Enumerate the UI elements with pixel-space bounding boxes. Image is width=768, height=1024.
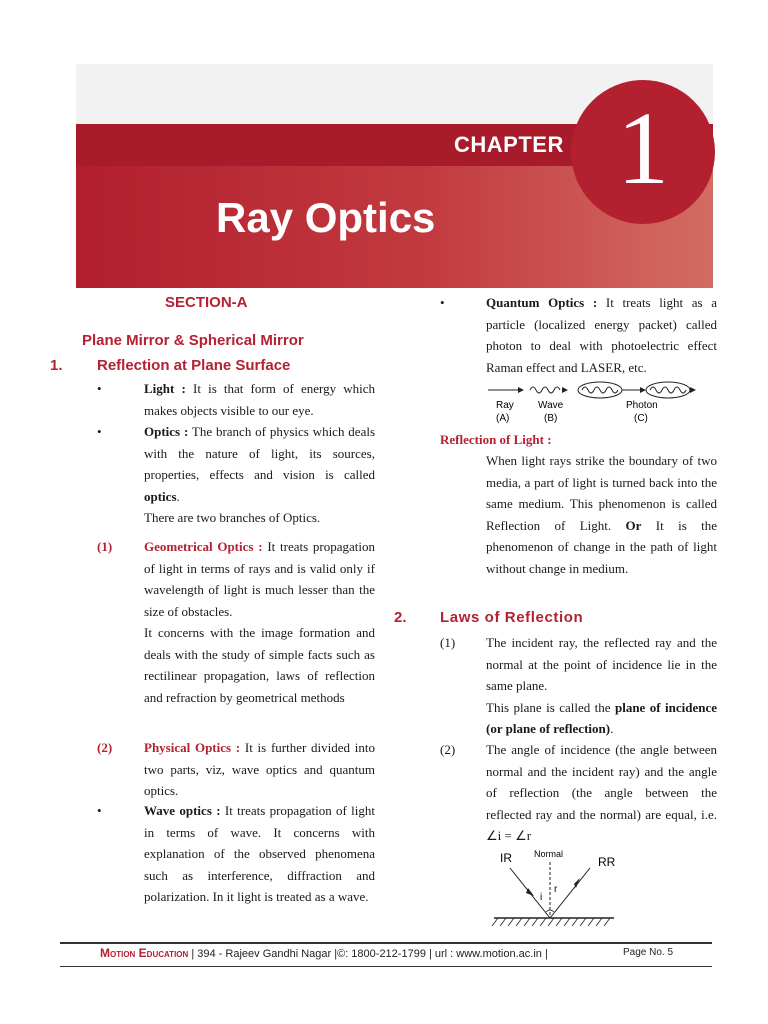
phys-text: It is further divided into two parts, viz, wave optics and quantum optics. xyxy=(144,740,376,798)
term-geometrical-optics: Geometrical Optics : xyxy=(144,539,263,554)
bullet: • xyxy=(97,381,102,396)
optics-text: The branch of physics which deals with the nature of light, its sources, properties, effects and vision is called xyxy=(144,424,376,482)
geo-text-2: It concerns with the image formation and deals with the study of simple facts such as rectilinear propagation, laws of reflection and refraction by geometrical methods xyxy=(144,625,375,705)
term-wave-optics: Wave optics : xyxy=(144,803,221,818)
list-number: (1) xyxy=(97,539,113,554)
light-nature-figure xyxy=(484,376,716,426)
optics-word: optics xyxy=(144,488,177,504)
list-number: (2) xyxy=(97,740,113,755)
angle-i-label: i xyxy=(540,892,543,903)
list-number: (1) xyxy=(440,635,456,650)
ray-id: (A) xyxy=(496,413,510,424)
quantum-text: It treats light as a particle (localized energy packet) called photon to deal with photoelectric effect Raman effect and LASER, etc. xyxy=(486,295,718,375)
rr-label: RR xyxy=(598,855,616,869)
chapter-label: CHAPTER xyxy=(454,132,564,157)
bullet: • xyxy=(97,424,102,439)
wave-optics xyxy=(144,800,375,908)
reflection-diagram xyxy=(490,846,620,930)
geometrical-optics xyxy=(144,536,375,708)
ir-label: IR xyxy=(500,851,512,865)
list-number: (2) xyxy=(440,742,456,757)
footer-rule xyxy=(60,942,712,944)
optics-definition: Optics : The branch of physics which deals with the nature of light, its sources, properties, effects and vision is called optics. There are two branches of Optics. xyxy=(144,421,375,529)
topic-number: 2. xyxy=(394,609,407,626)
page-number: Page No. 5 xyxy=(623,947,674,958)
chapter-title: Ray Optics xyxy=(216,194,436,241)
term-physical-optics: Physical Optics : xyxy=(144,740,241,755)
topic-title: Reflection at Plane Surface xyxy=(97,357,291,374)
quantum-optics xyxy=(486,292,717,378)
bullet: • xyxy=(440,295,445,310)
plane-of-incidence: plane of incidence (or plane of reflection) xyxy=(486,699,717,736)
section-heading: SECTION-A xyxy=(165,294,248,311)
normal-label: Normal xyxy=(534,849,564,859)
term-quantum-optics: Quantum Optics : xyxy=(486,295,598,310)
term-light: Light : xyxy=(144,381,186,396)
wave-text: It treats propagation of light in terms of wave. It concerns with explanation of the observed phenomena such as interference, diffraction and polarization. In it light is treated as a wave. xyxy=(144,803,375,904)
term-optics: Optics : xyxy=(144,424,189,439)
angle-r-label: r xyxy=(554,884,558,895)
wave-id: (B) xyxy=(544,413,558,424)
reflection-heading: Reflection of Light : xyxy=(440,432,552,447)
subheading: Plane Mirror & Spherical Mirror xyxy=(82,332,304,349)
law-1: The incident ray, the reflected ray and the normal at the point of incidence lie in the same plane. This plane is called the plane of incidence (or plane of reflection). xyxy=(486,635,717,736)
reflection-definition: When light rays strike the boundary of two media, a part of light is turned back into the same medium. This phenomenon is called Reflection of Light. Or It is the phenomenon of change in the path of light without change in medium. xyxy=(486,453,718,576)
geo-text: It treats propagation of light in terms of rays and is valid only if wavelength of light is much lesser than the size of obstacles. xyxy=(144,539,376,619)
topic-number: 1. xyxy=(50,357,63,374)
photon-label: Photon xyxy=(626,400,658,411)
footer-address: | 394 - Rajeev Gandhi Nagar |©: 1800-212-1799 | url : www.motion.ac.in | xyxy=(188,948,548,960)
footer-rule xyxy=(60,966,712,967)
light-definition xyxy=(144,378,375,421)
ray-label: Ray xyxy=(496,400,514,411)
bullet: • xyxy=(97,803,102,818)
footer-brand: Motion Education xyxy=(100,946,189,960)
light-text: It is that form of energy which makes objects visible to our eye. xyxy=(144,381,376,418)
physical-optics xyxy=(144,737,375,802)
law-2: The angle of incidence (the angle between normal and the incident ray) and the angle of reflection (the angle between the reflected ray and the normal) are equal, i.e. ∠i = ∠r xyxy=(486,742,717,843)
photon-id: (C) xyxy=(634,413,648,424)
chapter-number: 1 xyxy=(617,91,669,206)
footer-info xyxy=(100,946,548,960)
wave-label: Wave xyxy=(538,400,564,411)
or-word: Or xyxy=(625,517,642,533)
topic-title: Laws of Reflection xyxy=(440,609,584,626)
chapter-number-badge xyxy=(571,80,715,224)
branches-text: There are two branches of Optics. xyxy=(144,510,321,525)
